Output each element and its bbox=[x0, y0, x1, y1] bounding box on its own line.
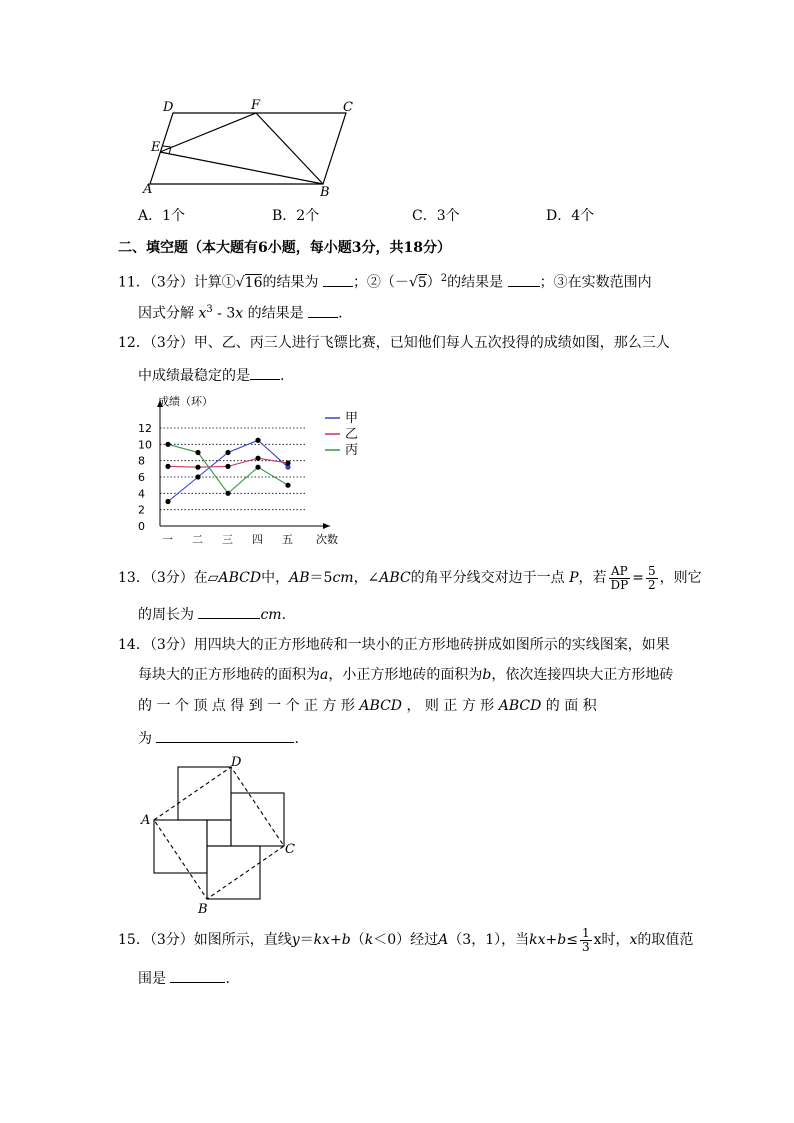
q15-plus: + bbox=[330, 932, 342, 948]
x-axis-arrow bbox=[323, 523, 330, 529]
q15-text-a: 15．（3分）如图所示，直线 bbox=[118, 932, 292, 948]
option-c: C．3个 bbox=[412, 208, 460, 224]
question-11-line-2 bbox=[138, 301, 343, 323]
tile-label-c: C bbox=[285, 842, 295, 857]
score-line-chart bbox=[130, 388, 380, 550]
q13-value-fraction bbox=[646, 565, 658, 592]
parallelogram-abcd bbox=[150, 113, 346, 184]
data-point bbox=[285, 461, 290, 466]
q15-text-j: 的取值范 bbox=[637, 932, 694, 948]
label-f: F bbox=[251, 98, 261, 113]
q13-cm: cm bbox=[332, 570, 354, 586]
tile-small bbox=[207, 820, 231, 846]
parallelogram-figure bbox=[138, 95, 368, 200]
data-point bbox=[195, 450, 200, 455]
tile-label-d: D bbox=[231, 755, 242, 770]
q13-value-den: 2 bbox=[647, 577, 656, 592]
question-12-line-2 bbox=[138, 365, 284, 385]
q13-text-i: 的角平分线交对边于一点 bbox=[410, 570, 565, 586]
q13-abc: ABC bbox=[379, 570, 411, 586]
x-tick-label: 三 bbox=[222, 533, 233, 546]
q15-k: k bbox=[364, 932, 374, 948]
q11-blank-3[interactable] bbox=[308, 303, 338, 318]
tile-label-a: A bbox=[141, 813, 151, 828]
legend-label: 丙 bbox=[345, 443, 359, 458]
q13-frac-num: AP bbox=[609, 565, 631, 579]
data-point bbox=[255, 438, 260, 443]
q12-blank[interactable] bbox=[250, 365, 280, 380]
q14-text-g: 为 bbox=[138, 731, 152, 747]
segment-eb bbox=[160, 152, 323, 184]
q15-kx2: kx bbox=[529, 932, 546, 948]
q14-text-d: 的 一 个 顶 点 得 到 一 个 正 方 形 bbox=[138, 698, 355, 714]
q13-text-a: 13．（3分）在 bbox=[118, 570, 208, 586]
data-point bbox=[225, 491, 230, 496]
data-point bbox=[165, 499, 170, 504]
q14-var-b: b bbox=[482, 667, 492, 683]
q11-blank-2[interactable] bbox=[508, 272, 540, 287]
label-a: A bbox=[143, 182, 153, 197]
q12-period: . bbox=[280, 368, 285, 384]
legend-label: 甲 bbox=[345, 411, 359, 426]
q11-number: 11．（3分）计算 bbox=[118, 274, 222, 291]
q11-text-1: 的结果为 bbox=[262, 274, 319, 291]
q11-exp-3: 3 bbox=[206, 304, 213, 315]
q13-period: . bbox=[281, 607, 287, 623]
tiles-figure bbox=[136, 752, 306, 917]
q11-var-x: x bbox=[198, 305, 207, 322]
q13-unit: cm bbox=[260, 607, 282, 623]
q11-blank-1[interactable] bbox=[323, 272, 353, 287]
data-point bbox=[225, 464, 230, 469]
y-axis-label: 成绩（环） bbox=[158, 395, 213, 408]
data-point bbox=[165, 442, 170, 447]
q14-blank[interactable] bbox=[156, 728, 294, 743]
y-tick-label: 0 bbox=[138, 520, 145, 533]
tile-left bbox=[154, 820, 207, 873]
option-a: A．1个 bbox=[138, 208, 186, 224]
label-c: C bbox=[343, 100, 353, 115]
y-tick-label: 6 bbox=[138, 471, 145, 484]
q14-text-e: ， 则 正 方 形 bbox=[406, 698, 495, 714]
question-14-line-3 bbox=[138, 697, 597, 715]
label-b: B bbox=[320, 185, 330, 200]
q13-equals: = bbox=[632, 570, 644, 586]
q11-radicand-2: 5 bbox=[417, 274, 427, 291]
q13-ab: AB bbox=[289, 570, 310, 586]
q15-frac-den: 3 bbox=[581, 939, 590, 954]
q11-expr-rest: - 3 bbox=[212, 305, 236, 322]
question-14-line-1: 14．（3分）用四块大的正方形地砖和一块小的正方形地砖拼成如图所示的实线图案，如果 bbox=[118, 637, 670, 653]
question-13-line-1 bbox=[118, 563, 702, 593]
q13-value-num: 5 bbox=[647, 563, 656, 578]
q15-period: . bbox=[225, 971, 230, 987]
q15-b2: b bbox=[557, 932, 567, 948]
q11-exponent: 2 bbox=[440, 273, 448, 284]
q15-leq: ≤ bbox=[566, 932, 578, 948]
q15-kx: kx bbox=[313, 932, 331, 948]
q15-point-a: A bbox=[438, 932, 449, 948]
q11-text-2: ；②（－ bbox=[352, 274, 409, 291]
q13-angle: ，∠ bbox=[353, 570, 380, 586]
data-point bbox=[255, 456, 260, 461]
q11-text-4: 的结果是 bbox=[447, 274, 504, 291]
q15-text-f: （3，1），当 bbox=[448, 932, 530, 948]
y-tick-label: 4 bbox=[138, 487, 145, 501]
q13-p: P bbox=[569, 570, 579, 586]
data-point bbox=[195, 474, 200, 479]
q11-line2-tail: 的结果是 bbox=[247, 305, 304, 322]
q15-fraction bbox=[580, 927, 592, 954]
q11-text-5: ；③在实数范围内 bbox=[539, 274, 652, 291]
q14-period: . bbox=[294, 731, 299, 747]
q15-blank[interactable] bbox=[170, 968, 225, 983]
q15-y: y bbox=[291, 932, 300, 948]
q11-line2-text: 因式分解 bbox=[138, 305, 194, 322]
x-tick-label: 五 bbox=[282, 533, 293, 546]
q15-text-i: 时， bbox=[601, 932, 630, 948]
question-15-line-2 bbox=[138, 968, 230, 988]
question-14-line-2 bbox=[138, 666, 673, 684]
q15-x2: x bbox=[629, 932, 638, 948]
x-tick-label: 二 bbox=[192, 533, 203, 546]
q15-x: x bbox=[593, 932, 602, 948]
q14-text-c: ，依次连接四块大正方形地砖 bbox=[491, 667, 674, 683]
y-tick-label: 10 bbox=[138, 438, 152, 452]
option-b: B．2个 bbox=[272, 208, 320, 224]
q13-blank[interactable] bbox=[198, 604, 260, 619]
tile-right bbox=[231, 793, 284, 846]
data-point bbox=[255, 465, 260, 470]
option-d: D．4个 bbox=[546, 208, 595, 224]
q11-var-x2: x bbox=[235, 305, 244, 322]
tile-label-b: B bbox=[198, 902, 208, 917]
q15-paren: （ bbox=[350, 932, 365, 948]
q14-abcd-1: ABCD bbox=[359, 698, 403, 714]
q13-ratio-fraction bbox=[609, 565, 631, 592]
q15-plus2: + bbox=[545, 932, 558, 948]
q11-circled-1: ① bbox=[221, 274, 236, 291]
q15-b: b bbox=[341, 932, 351, 948]
x-axis-label: 次数 bbox=[316, 533, 338, 546]
question-11-line-1: 11．（3分）计算①√16的结果为 ；$②(-√5)^2$的结果是 ；③在实数范围内 bbox=[118, 273, 652, 291]
q15-eq: ＝ bbox=[299, 932, 314, 948]
q11-text-3: ） bbox=[426, 274, 441, 291]
x-tick-label: 四 bbox=[252, 533, 263, 546]
q13-frac-den: DP bbox=[610, 577, 629, 592]
data-point bbox=[225, 450, 230, 455]
q14-text-a: 每块大的正方形地砖的面积为 bbox=[138, 667, 320, 683]
tile-top bbox=[178, 767, 231, 820]
q14-text-f: 的 面 积 bbox=[545, 698, 597, 714]
q13-line2-text: 的周长为 bbox=[138, 607, 194, 623]
x-tick-label: 一 bbox=[162, 533, 173, 546]
label-d: D bbox=[163, 100, 174, 115]
segment-fe bbox=[160, 113, 256, 152]
q15-frac-num: 1 bbox=[581, 925, 590, 940]
y-tick-label: 12 bbox=[138, 422, 152, 435]
q13-text-c: 中， bbox=[261, 570, 290, 586]
q13-text-l: ，则它 bbox=[659, 570, 702, 586]
section-title: 二、填空题（本大题有6小题，每小题3分，共18分） bbox=[118, 240, 451, 256]
tile-bottom bbox=[207, 846, 260, 899]
data-point bbox=[285, 483, 290, 488]
square-abcd bbox=[154, 767, 284, 899]
q11-period: . bbox=[338, 305, 343, 322]
question-12-line-1: 12．（3分）甲、乙、丙三人进行飞镖比赛，已知他们每人五次投得的成绩如图，那么三人 bbox=[118, 335, 670, 351]
q15-line2-text: 围是 bbox=[138, 971, 166, 987]
question-13-line-2 bbox=[138, 604, 286, 624]
question-15-line-1 bbox=[118, 925, 693, 955]
y-tick-label: 8 bbox=[138, 454, 145, 468]
data-point bbox=[165, 464, 170, 469]
y-tick-label: 2 bbox=[138, 503, 145, 517]
q15-text-e: ＜0）经过 bbox=[373, 932, 439, 948]
q14-text-b: ，小正方形地砖的面积为 bbox=[328, 667, 483, 683]
q12-text: 中成绩最稳定的是 bbox=[138, 368, 250, 384]
question-14-line-4 bbox=[138, 728, 299, 748]
q13-parallelogram: ▱ABCD bbox=[207, 570, 262, 586]
label-e: E bbox=[151, 140, 161, 155]
q13-text-k: ，若 bbox=[578, 570, 607, 586]
q14-var-a: a bbox=[320, 667, 329, 683]
legend-label: 乙 bbox=[345, 427, 359, 442]
q14-abcd-2: ABCD bbox=[498, 698, 542, 714]
data-point bbox=[195, 465, 200, 470]
q13-eq5: ＝5 bbox=[309, 570, 333, 586]
q11-radicand-1: 16 bbox=[244, 274, 263, 291]
